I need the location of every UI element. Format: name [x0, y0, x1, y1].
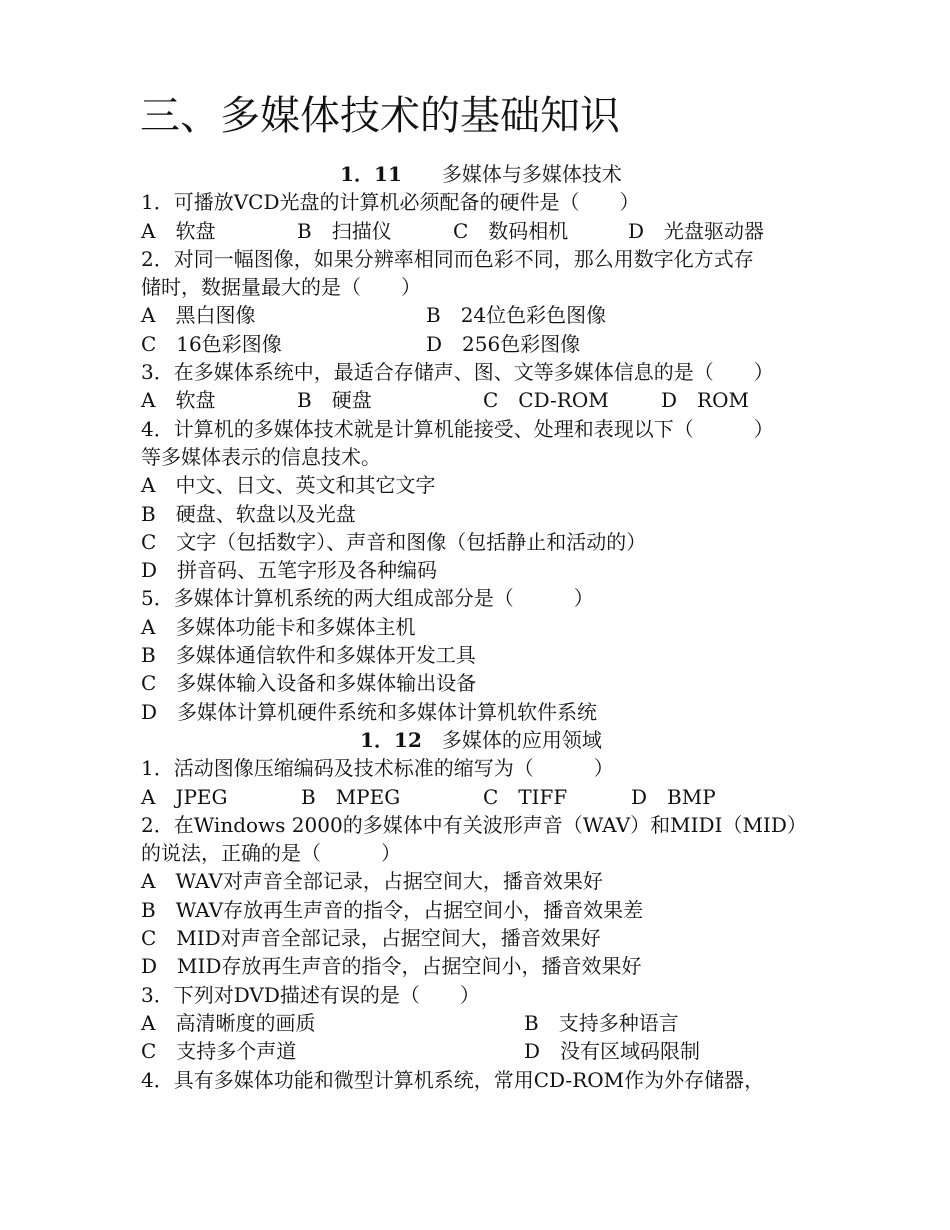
option-a: A 软盘 [141, 218, 216, 243]
option-a: A 多媒体功能卡和多媒体主机 [141, 614, 416, 639]
section-heading-1-11 [141, 160, 821, 188]
option-c: C TIFF [483, 784, 568, 809]
option-c: C MID对声音全部记录，占据空间大，播音效果好 [141, 926, 601, 951]
option-c: C 数码相机 [453, 218, 569, 243]
option-a: A 中文、日文、英文和其它文字 [141, 473, 436, 498]
question-text: 3．下列对DVD描述有误的是（ ） [141, 982, 480, 1007]
option-a: A 高清晰度的画质 [141, 1010, 316, 1035]
option-c: C 多媒体输入设备和多媒体输出设备 [141, 671, 477, 696]
option-row [141, 783, 821, 811]
option-b: B 扫描仪 [297, 218, 392, 243]
option-b: B MPEG [301, 784, 401, 809]
question-text-cont: 储时，数据量最大的是（ ） [141, 275, 421, 300]
question-text: 4．具有多媒体功能和微型计算机系统，常用CD-ROM作为外存储器， [141, 1067, 765, 1092]
section-number: 1．12 [360, 727, 422, 752]
option-row [141, 217, 821, 245]
section-title: 多媒体与多媒体技术 [441, 162, 622, 186]
option-b: B 支持多种语言 [524, 1010, 679, 1035]
question-text-cont: 的说法，正确的是（ ） [141, 841, 401, 866]
option-a: A WAV对声音全部记录，占据空间大，播音效果好 [141, 869, 603, 894]
option-c: C CD-ROM [483, 388, 609, 413]
option-b: B 24位色彩色图像 [426, 303, 607, 328]
option-b: B 硬盘、软盘以及光盘 [141, 501, 356, 526]
question-text: 4．计算机的多媒体技术就是计算机能接受、处理和表现以下（ ） [141, 416, 774, 441]
page-title: 三、多媒体技术的基础知识 [140, 93, 620, 139]
question-text: 3．在多媒体系统中，最适合存储声、图、文等多媒体信息的是（ ） [141, 360, 774, 385]
option-d: D 没有区域码限制 [524, 1039, 701, 1064]
option-row [141, 1037, 821, 1065]
option-c: C 支持多个声道 [141, 1039, 297, 1064]
question-text: 1．可播放VCD光盘的计算机必须配备的硬件是（ ） [141, 190, 640, 215]
document-body [141, 160, 821, 1094]
option-row [141, 1009, 821, 1037]
option-d: D 256色彩图像 [426, 331, 581, 356]
option-b: B WAV存放再生声音的指令，占据空间小，播音效果差 [141, 897, 644, 922]
option-b: B 硬盘 [297, 388, 372, 413]
option-d: D 多媒体计算机硬件系统和多媒体计算机软件系统 [141, 699, 598, 724]
section-heading-1-12 [141, 726, 821, 754]
option-d: D 光盘驱动器 [628, 218, 765, 243]
question-text: 5．多媒体计算机系统的两大组成部分是（ ） [141, 586, 594, 611]
option-row [141, 330, 821, 358]
option-d: D MID存放再生声音的指令，占据空间小，播音效果好 [141, 954, 642, 979]
option-a: A 软盘 [141, 388, 216, 413]
option-b: B 多媒体通信软件和多媒体开发工具 [141, 643, 476, 668]
option-d: D 拼音码、五笔字形及各种编码 [141, 558, 438, 583]
option-d: D BMP [631, 784, 716, 809]
question-text: 1．活动图像压缩编码及技术标准的缩写为（ ） [141, 756, 614, 781]
option-c: C 文字（包括数字）、声音和图像（包括静止和活动的） [141, 529, 647, 554]
question-text-cont: 等多媒体表示的信息技术。 [141, 444, 381, 469]
option-c: C 16色彩图像 [141, 331, 282, 356]
question-text: 2．对同一幅图像，如果分辨率相同而色彩不同，那么用数字化方式存 [141, 246, 754, 271]
option-a: A JPEG [141, 784, 228, 809]
option-d: D ROM [661, 388, 749, 413]
option-row [141, 301, 821, 329]
section-number: 1．11 [340, 162, 402, 186]
question-text: 2．在Windows 2000的多媒体中有关波形声音（WAV）和MIDI（MID） [141, 812, 807, 837]
option-a: A 黑白图像 [141, 303, 256, 328]
section-title: 多媒体的应用领域 [441, 727, 602, 752]
option-row [141, 386, 821, 414]
